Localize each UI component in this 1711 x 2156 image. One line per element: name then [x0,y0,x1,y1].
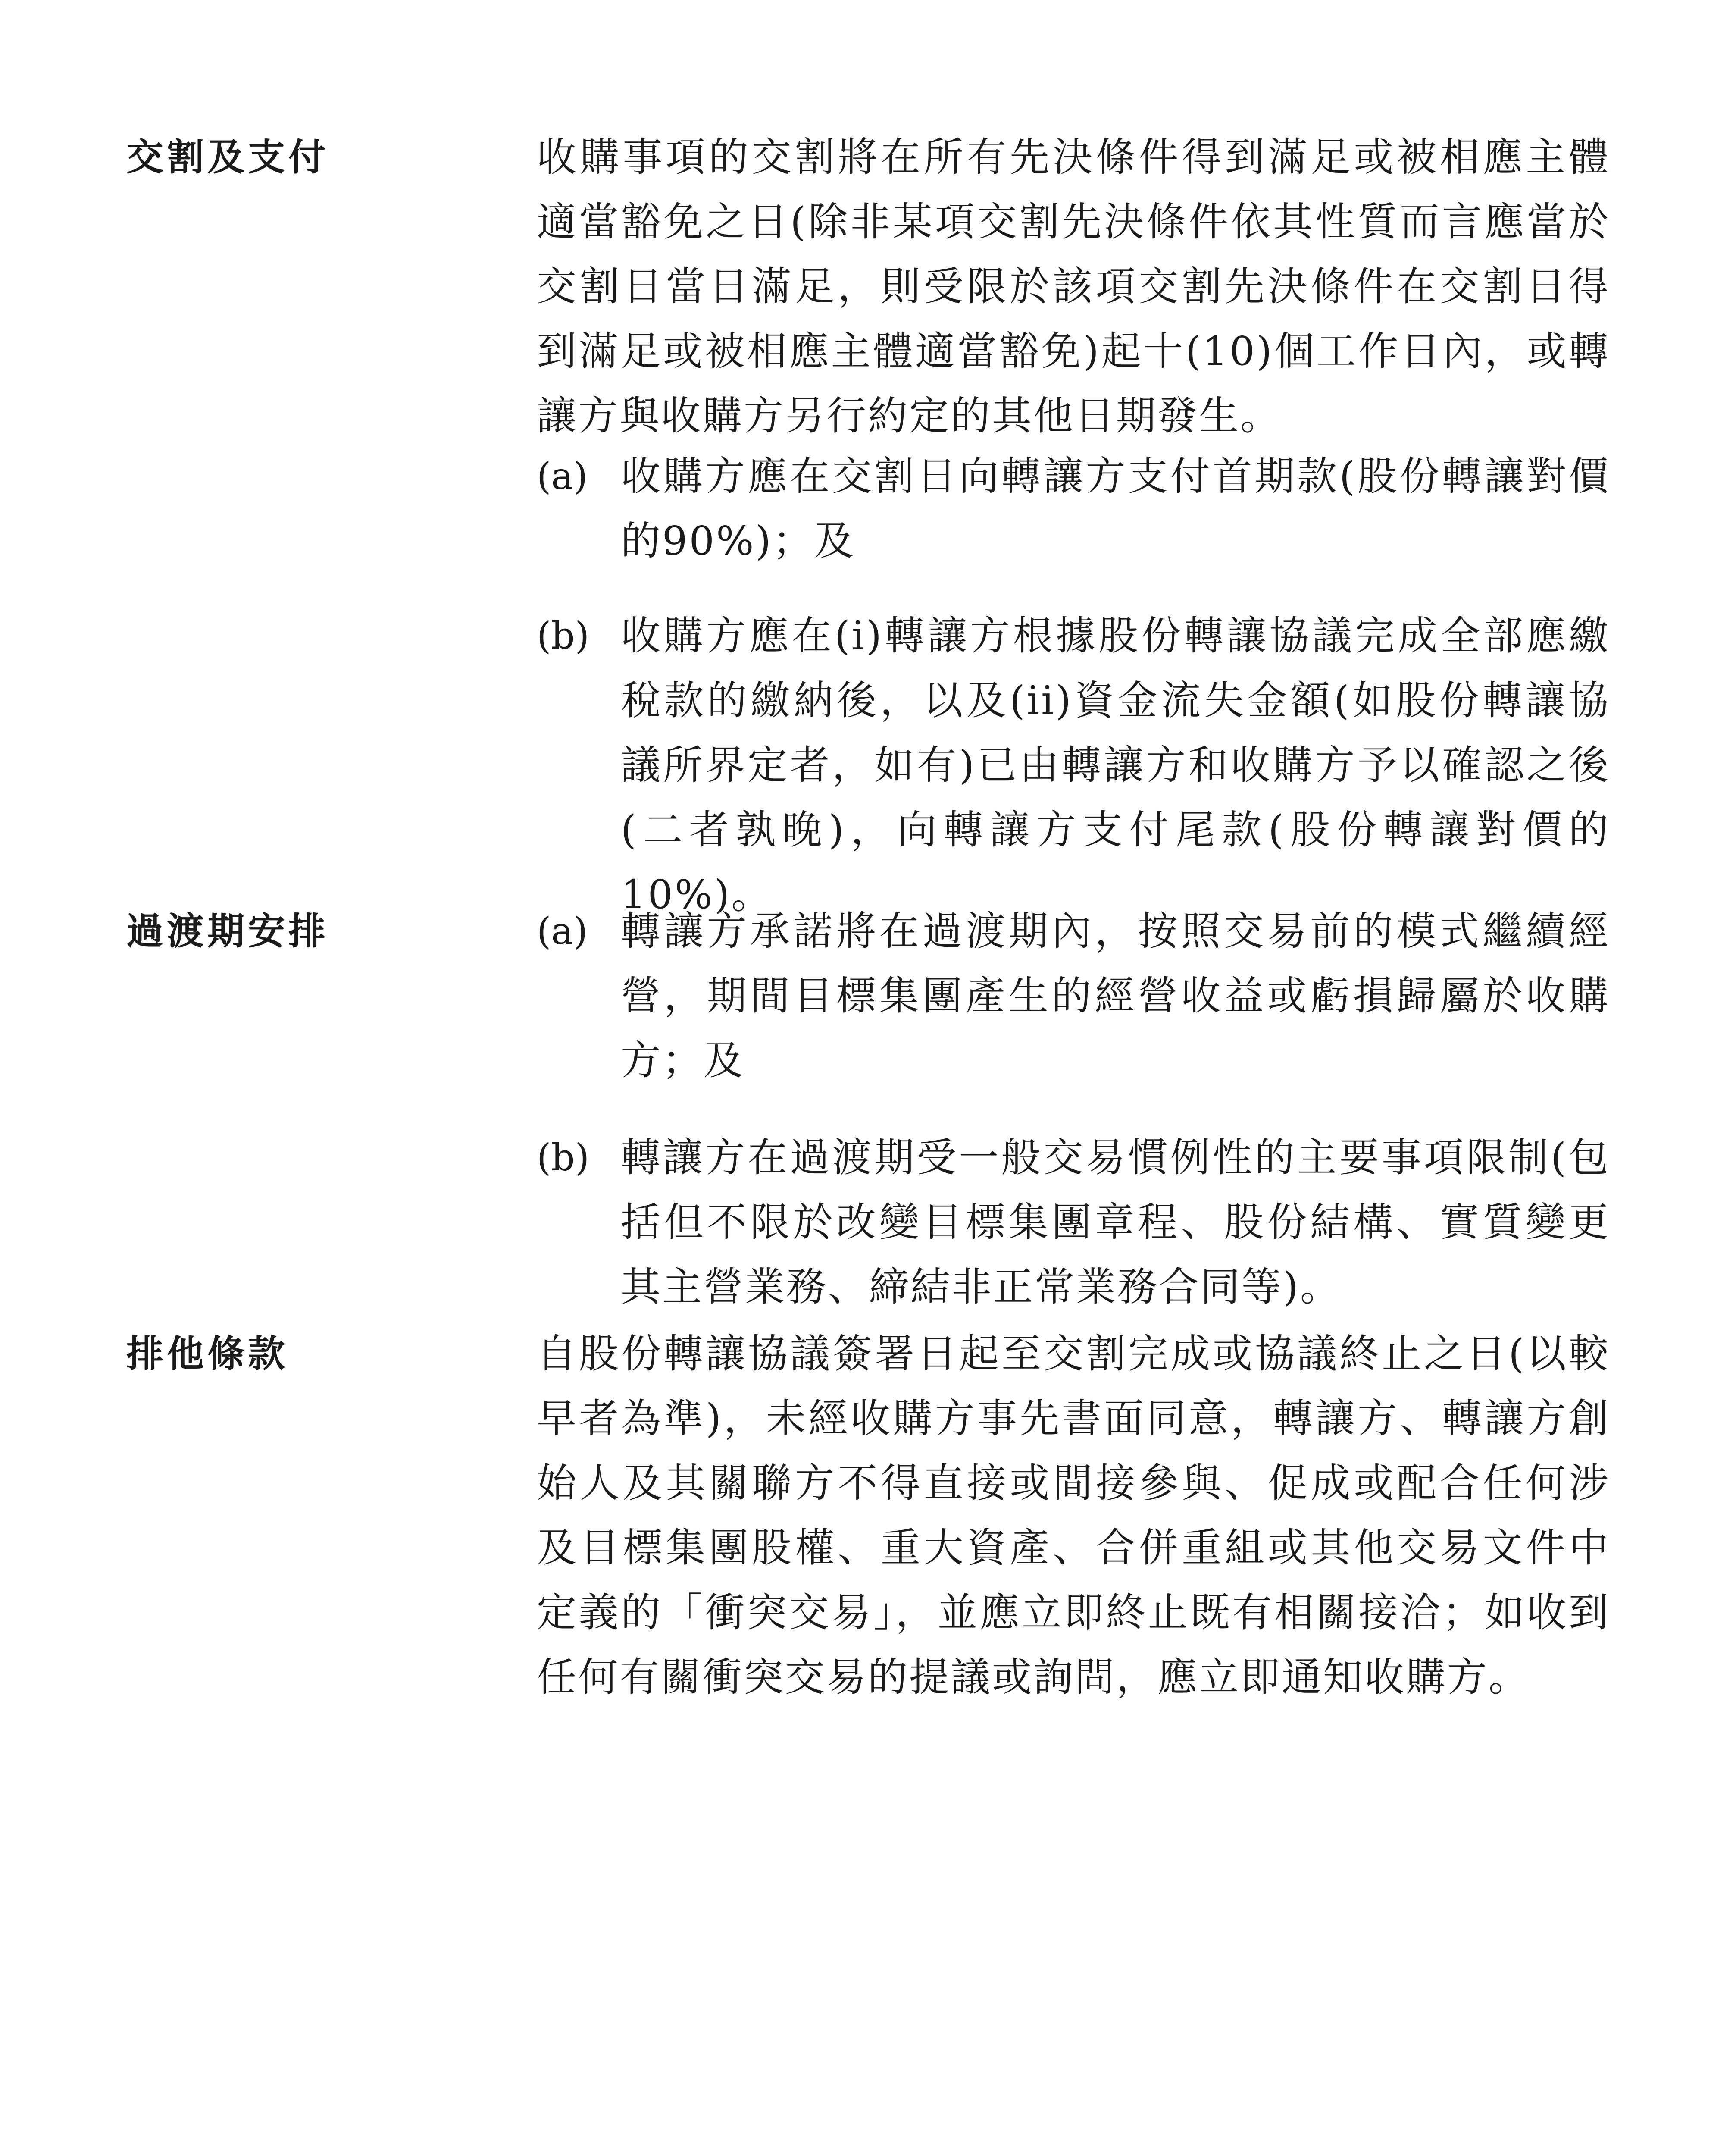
item-text: 轉讓方在過渡期受一般交易慣例性的主要事項限制(包括但不限於改變目標集團章程、股份結構、實質變更其主營業務、締結非正常業務合同等)。 [621,1134,1610,1310]
item-marker: (a) [537,455,588,498]
item-marker: (a) [537,910,588,953]
item-text: 收購方應在交割日向轉讓方支付首期款(股份轉讓對價的90%)；及 [621,453,1610,564]
item-text: 收購方應在(i)轉讓方根據股份轉讓協議完成全部應繳稅款的繳納後，以及(ii)資金流失金額(如股份轉讓協議所界定者，如有)已由轉讓方和收購方予以確認之後(二者孰晚)，向轉讓方支付尾款(股份轉讓對價的10%)。 [621,613,1610,918]
item-text: 轉讓方承諾將在過渡期內，按照交易前的模式繼續經營，期間目標集團產生的經營收益或虧損歸屬於收購方；及 [621,908,1610,1084]
exclusivity-paragraph: 自股份轉讓協議簽署日起至交割完成或協議終止之日(以較早者為準)，未經收購方事先書面同意，轉讓方、轉讓方創始人及其關聯方不得直接或間接參與、促成或配合任何涉及目標集團股權、重大資產、合併重組或其他交易文件中定義的「衝突交易」，並應立即終止既有相關接洽；如收到任何有關衝突交易的提議或詢問，應立即通知收購方。 [537,1331,1610,1700]
transition-heading: 過渡期安排 [126,910,329,953]
item-marker: (b) [537,1136,590,1179]
closing-heading: 交割及支付 [126,136,329,179]
closing-paragraph: 收購事項的交割將在所有先決條件得到滿足或被相應主體適當豁免之日(除非某項交割先決條件依其性質而言應當於交割日當日滿足，則受限於該項交割先決條件在交割日得到滿足或被相應主體適當豁免)起十(10)個工作日內，或轉讓方與收購方另行約定的其他日期發生。 [537,134,1610,439]
item-marker: (b) [537,614,590,658]
exclusivity-heading: 排他條款 [126,1332,288,1376]
